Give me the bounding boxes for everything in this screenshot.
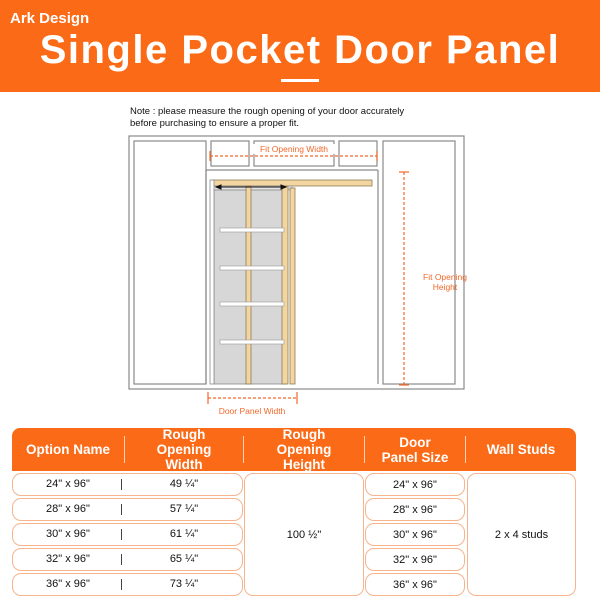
brand-name: Ark Design xyxy=(10,10,90,27)
door-panel-width-dimension xyxy=(208,392,297,404)
door-panel-size-cell: 32" x 96" xyxy=(365,548,465,571)
fit-opening-height-label xyxy=(420,272,470,292)
rough-width-cell: 61 ¼" xyxy=(169,528,199,540)
rough-width-cell: 49 ¼" xyxy=(169,478,199,490)
cell-divider xyxy=(121,554,122,565)
table-row xyxy=(12,573,243,596)
fit-opening-height-line-1: Fit Opening xyxy=(423,272,467,282)
header-panel-1 xyxy=(211,141,249,166)
option-name-cell: 36" x 96" xyxy=(46,578,90,590)
cell-divider xyxy=(121,529,122,540)
header-rough-opening-width: Rough Opening Width xyxy=(156,427,212,472)
option-name-cell: 30" x 96" xyxy=(46,528,90,540)
note-line-2: before purchasing to ensure a proper fit. xyxy=(130,118,299,129)
table-row xyxy=(12,548,243,571)
pocket-header-track xyxy=(212,180,372,186)
table-row xyxy=(12,523,243,546)
door-panel-width-label: Door Panel Width xyxy=(210,406,294,416)
door-panel-size-cell: 28" x 96" xyxy=(365,498,465,521)
header-rough-opening-height: Rough Opening Height xyxy=(276,427,332,472)
left-wall-panel xyxy=(134,141,206,384)
door-jamb xyxy=(290,188,295,384)
rough-width-cell: 65 ¼" xyxy=(169,553,199,565)
right-wall-panel xyxy=(383,141,455,384)
page-title: Single Pocket Door Panel xyxy=(39,28,561,72)
cell-divider xyxy=(121,479,122,490)
rough-width-cell: 73 ¼" xyxy=(169,578,199,590)
option-name-cell: 28" x 96" xyxy=(46,503,90,515)
pocket-stud-right xyxy=(282,186,288,384)
door-panel-size-cell: 24" x 96" xyxy=(365,473,465,496)
left-trim xyxy=(210,180,214,384)
note-line-1: Note : please measure the rough opening of your door accurately xyxy=(130,106,405,117)
fit-opening-width-label: Fit Opening Width xyxy=(250,144,338,154)
table-header xyxy=(12,428,576,471)
door-panel-size-cell: 36" x 96" xyxy=(365,573,465,596)
rough-width-cell: 57 ¼" xyxy=(169,503,199,515)
header-panel-3 xyxy=(339,141,377,166)
door-panel-size-cell: 30" x 96" xyxy=(365,523,465,546)
wall-studs-cell: 2 x 4 studs xyxy=(467,473,576,596)
rough-height-cell: 100 ½" xyxy=(244,473,364,596)
cell-divider xyxy=(121,504,122,515)
cell-divider xyxy=(121,579,122,590)
table-row xyxy=(12,498,243,521)
header-option-name: Option Name xyxy=(25,442,110,457)
header-door-panel-size: Door Panel Size xyxy=(381,434,449,465)
fit-opening-height-line-2: Height xyxy=(432,282,458,292)
table-row xyxy=(12,473,243,496)
pocket-stud-left xyxy=(246,186,251,384)
option-name-cell: 32" x 96" xyxy=(46,553,90,565)
option-name-cell: 24" x 96" xyxy=(46,478,90,490)
header-wall-studs: Wall Studs xyxy=(486,442,556,457)
